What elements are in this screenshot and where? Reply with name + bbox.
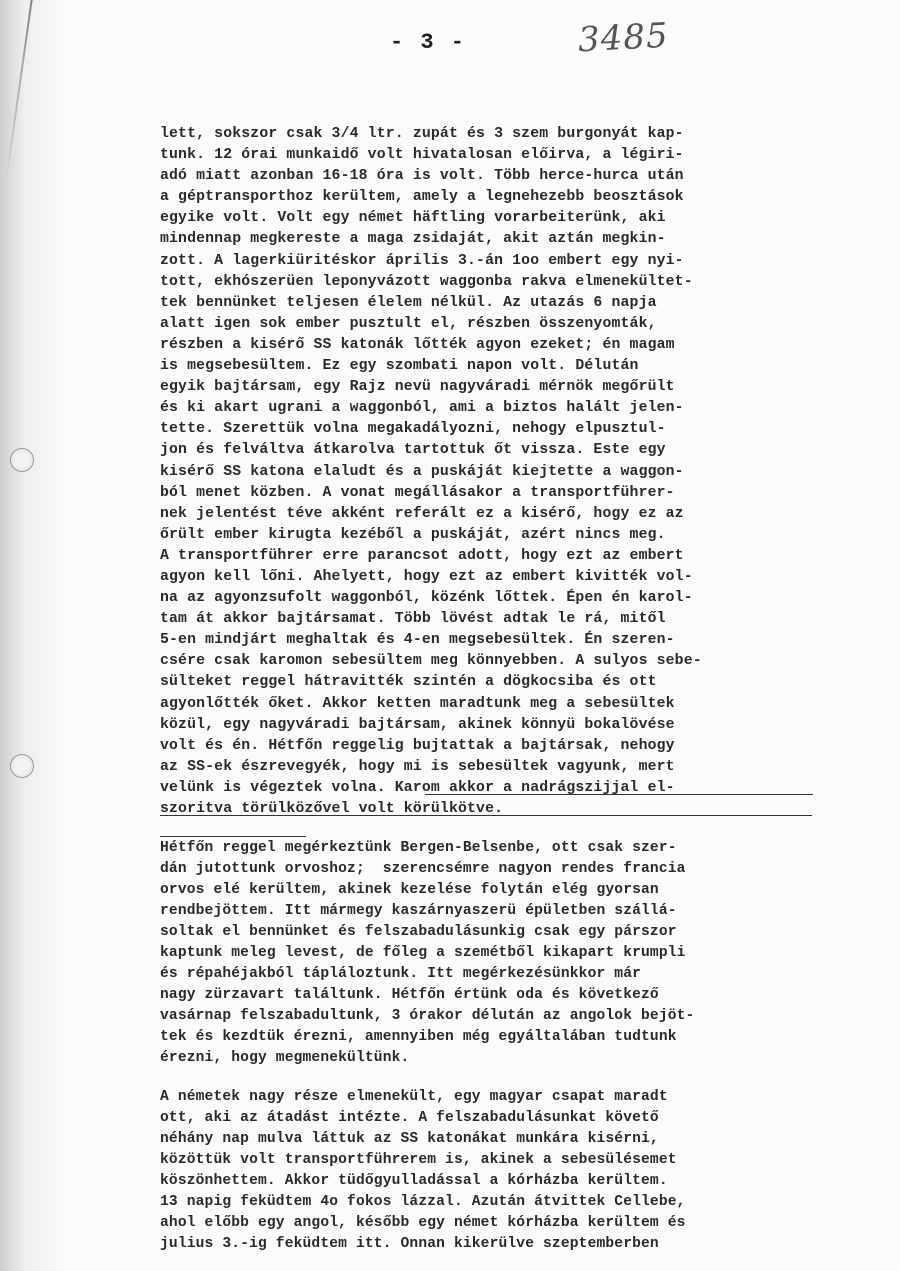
text-line: kaptunk meleg levest, de főleg a szemétből kikapart krumpli — [160, 945, 686, 962]
text-line: nagy zürzavart találtunk. Hétfőn értünk oda és következő — [160, 987, 659, 1004]
text-line: közöttük volt transportführerem is, akinek a sebesülésemet — [160, 1152, 677, 1169]
text-line: A németek nagy része elmenekült, egy magyar csapat maradt — [160, 1089, 668, 1106]
text-line: A transportführer erre parancsot adott, hogy ezt az embert — [160, 547, 684, 564]
text-line: az SS-ek észrevegyék, hogy mi is sebesültek vagyunk, mert — [160, 758, 675, 775]
punch-hole-upper-icon — [10, 448, 34, 472]
text-line: is megsebesültem. Ez egy szombati napon volt. Délután — [160, 358, 639, 375]
text-line: nek jelentést téve akként referált ez a kisérő, hogy ez az — [160, 505, 684, 522]
text-line: tott, ekhószerüen leponyvázott waggonba rakva elmenekültet- — [160, 273, 693, 290]
text-line: Hétfőn reggel megérkeztünk Bergen-Belsenbe, ott csak szer- — [160, 840, 677, 857]
text-line: na az agyonzsufolt waggonból, közénk lőttek. Épen én karol- — [160, 590, 693, 607]
paragraph — [160, 1087, 850, 1255]
typewritten-body — [160, 124, 850, 1255]
text-line: egyike volt. Volt egy német häftling vorarbeiterünk, aki — [160, 210, 666, 227]
text-line: tek és kezdtük érezni, amennyiben még egyáltalában tudtunk — [160, 1029, 677, 1046]
text-line: szoritva törülközővel volt körülkötve. — [160, 801, 504, 817]
handwritten-underline-1 — [425, 794, 813, 795]
text-line: érezni, hogy megmenekültünk. — [160, 1050, 410, 1067]
text-line: részben a kisérő SS katonák lőtték agyon ezeket; én magam — [160, 336, 675, 353]
text-line: ahol előbb egy angol, később egy német kórházba kerültem és — [160, 1215, 686, 1232]
text-line: velünk is végeztek volna. Karom akkor a nadrágszijjal el- — [160, 779, 675, 796]
text-line: tam át akkor bajtársamat. Több lövést adtak le rá, mitől — [160, 611, 666, 628]
paragraph — [160, 124, 850, 820]
text-line: és répahéjakból tápláloztunk. Itt megérkezésünkkor már — [160, 966, 642, 983]
handwritten-underline-3 — [160, 836, 306, 837]
text-line: tunk. 12 órai munkaidő volt hivatalosan előirva, a légiri- — [160, 147, 684, 164]
text-line: lett, sokszor csak 3/4 ltr. zupát és 3 szem burgonyát kap- — [160, 126, 684, 142]
page-edge-shadow — [0, 0, 70, 1271]
page-number: - 3 - — [390, 30, 467, 55]
text-line: orvos elé kerültem, akinek kezelése folytán elég gyorsan — [160, 882, 659, 899]
text-line: soltak el bennünket és felszabadulásunkig csak egy párszor — [160, 924, 677, 941]
text-line: vasárnap felszabadultunk, 3 órakor délután az angolok bejöt- — [160, 1008, 695, 1025]
text-line: agyon kell lőni. Ahelyett, hogy ezt az embert kivitték vol- — [160, 568, 693, 585]
text-line: julius 3.-ig feküdtem itt. Onnan kikerülve szeptemberben — [160, 1236, 659, 1253]
text-line: és ki akart ugrani a waggonból, ami a biztos halált jelen- — [160, 400, 684, 417]
text-line: néhány nap mulva láttuk az SS katonákat munkára kisérni, — [160, 1131, 659, 1148]
text-line: dán jutottunk orvoshoz; szerencsémre nagyon rendes francia — [160, 861, 686, 878]
text-line: tek bennünket teljesen élelem nélkül. Az utazás 6 napja — [160, 294, 657, 311]
handwritten-underline-2 — [160, 815, 812, 816]
text-line: köszönhettem. Akkor tüdőgyulladással a kórházba kerültem. — [160, 1173, 668, 1190]
text-line: ból menet közben. A vonat megállásakor a transportführer- — [160, 484, 675, 501]
text-line: 5-en mindjárt meghaltak és 4-en megsebesültek. Én szeren- — [160, 632, 675, 649]
text-line: alatt igen sok ember pusztult el, részben összenyomták, — [160, 315, 657, 332]
text-line: adó miatt azonban 16-18 óra is volt. Több herce-hurca után — [160, 168, 684, 185]
paragraph — [160, 838, 850, 1069]
text-line: a géptransporthoz kerültem, amely a legnehezebb beosztások — [160, 189, 684, 206]
text-line: mindennap megkereste a maga zsidaját, akit aztán megkin- — [160, 231, 666, 248]
text-line: 13 napig feküdtem 4o fokos lázzal. Azután átvittek Cellebe, — [160, 1194, 686, 1211]
text-line: egyik bajtársam, egy Rajz nevü nagyváradi mérnök megőrült — [160, 379, 675, 396]
text-line: tette. Szerettük volna megakadályozni, nehogy elpusztul- — [160, 421, 666, 438]
handwritten-archive-number: 3485 — [577, 15, 670, 61]
text-line: ott, aki az átadást intézte. A felszabadulásunkat követő — [160, 1110, 659, 1127]
text-line: zott. A lagerkiüritéskor április 3.-án 1oo embert egy nyi- — [160, 252, 684, 269]
text-line: jon és felváltva átkarolva tartottuk őt vissza. Este egy — [160, 442, 666, 459]
punch-hole-lower-icon — [10, 754, 34, 778]
text-line: agyonlőtték őket. Akkor ketten maradtunk meg a sebesültek — [160, 695, 675, 712]
text-line: sülteket reggel hátravitték szintén a dögkocsiba és ott — [160, 674, 657, 691]
text-line: őrült ember kirugta kezéből a puskáját, azért nincs meg. — [160, 526, 666, 543]
text-line: csére csak karomon sebesültem meg könnyebben. A sulyos sebe- — [160, 653, 702, 670]
text-line: kisérő SS katona elaludt és a puskáját kiejtette a waggon- — [160, 463, 684, 480]
text-line: közül, egy nagyváradi bajtársam, akinek könnyü bokalövése — [160, 716, 675, 733]
text-line: rendbejöttem. Itt mármegy kaszárnyaszerü épületben szállá- — [160, 903, 677, 920]
text-line: volt és én. Hétfőn reggelig bujtattak a bajtársak, nehogy — [160, 737, 675, 754]
